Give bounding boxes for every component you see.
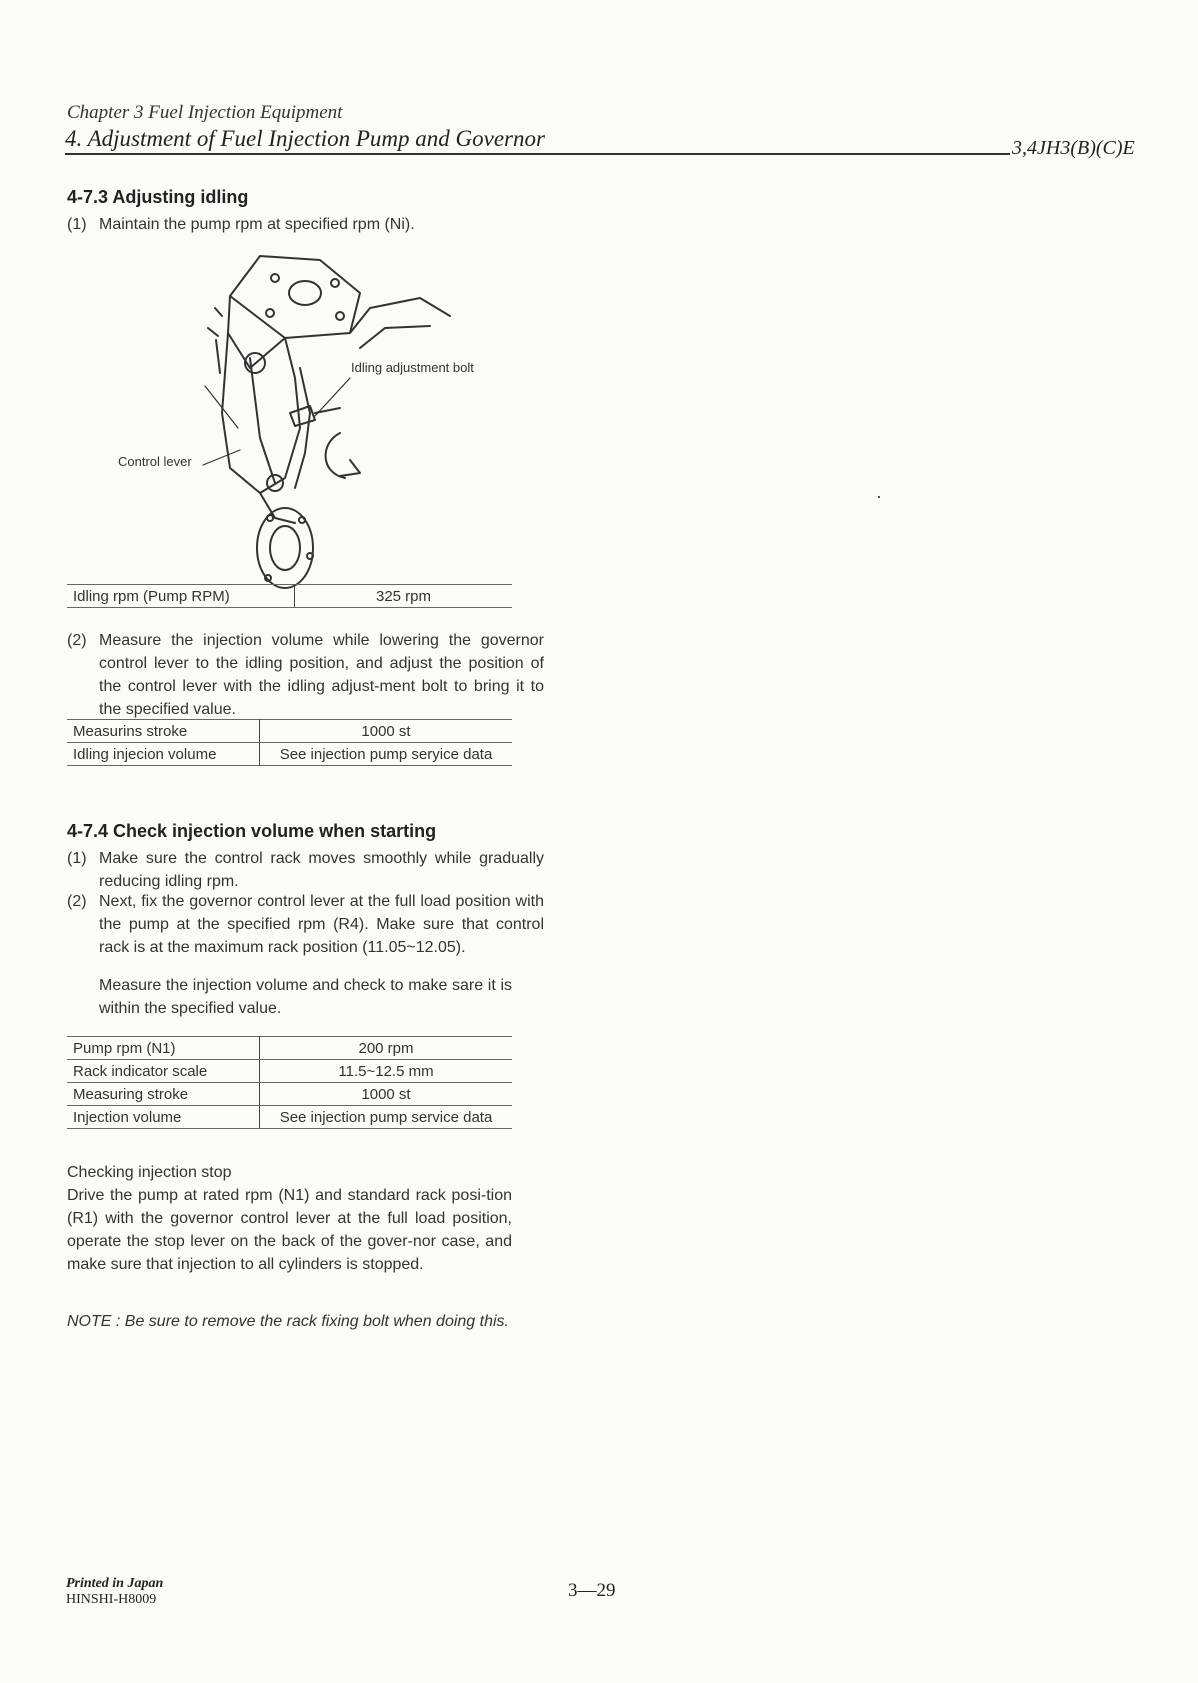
linkage-rod	[360, 326, 430, 348]
table-row	[67, 743, 512, 766]
step-1-control-rack	[67, 847, 544, 893]
flange-hole	[267, 515, 273, 521]
table-cell-value: 11.5~12.5 mm	[260, 1060, 513, 1083]
figure-label-control-lever: Control lever	[118, 454, 192, 469]
table-row	[67, 1083, 512, 1106]
step-number: (2)	[67, 632, 87, 649]
governor-body	[222, 333, 300, 493]
step-2-measure-injection	[67, 629, 544, 721]
rotation-arrow-head	[340, 460, 360, 476]
table-cell-value: 325 rpm	[295, 585, 513, 608]
step-number: (1)	[67, 216, 87, 233]
section-heading-4-7-4: 4-7.4 Check injection volume when starting	[67, 821, 437, 841]
rotation-arrow-arc	[326, 433, 345, 478]
chapter-title: Chapter 3 Fuel Injection Equipment	[67, 102, 343, 123]
speck	[878, 496, 880, 498]
step-text: Maintain the pump rpm at specified rpm (Ni).	[99, 216, 415, 233]
step-2-full-load	[67, 890, 544, 959]
table-cell-value: See injection pump seryice data	[260, 743, 513, 766]
pump-governor-figure	[110, 238, 560, 633]
table-cell-value: 1000 st	[260, 1083, 513, 1106]
starting-injection-table	[67, 1036, 512, 1129]
table-cell-label: Idling rpm (Pump RPM)	[67, 585, 295, 608]
idling-adjustment-bolt-shape	[290, 406, 315, 426]
footer-printed: Printed in Japan	[66, 1576, 164, 1591]
table-cell-label: Idling injecion volume	[67, 743, 260, 766]
header-rule	[65, 153, 1010, 155]
cover-bolt	[331, 279, 339, 287]
stop-check-text: Drive the pump at rated rpm (N1) and standard rack posi-tion (R1) with the governor control lever at the full load position, operate the stop lever on the back of the gover-nor case, and make sure that injection to all cylinders is stopped.	[67, 1187, 512, 1273]
cover-bolt	[271, 274, 279, 282]
flange-hole	[307, 553, 313, 559]
cover-bolt	[266, 309, 274, 317]
cover-bolt	[336, 312, 344, 320]
section-title: 4. Adjustment of Fuel Injection Pump and Governor	[65, 126, 545, 151]
table-cell-value: 1000 st	[260, 720, 513, 743]
page-number: 3—29	[568, 1580, 616, 1601]
table-cell-label: Measuring stroke	[67, 1083, 260, 1106]
table-cell-label: Rack indicator scale	[67, 1060, 260, 1083]
leader-line-top	[205, 386, 238, 428]
step-number: (2)	[67, 893, 87, 910]
idling-injection-table	[67, 719, 512, 766]
model-code: 3,4JH3(B)(C)E	[1012, 137, 1135, 159]
cover-boss	[289, 281, 321, 305]
leader-line-lever	[203, 450, 240, 465]
step-text: Make sure the control rack moves smoothly while gradually reducing idling rpm.	[99, 850, 544, 890]
table-row	[67, 1037, 512, 1060]
governor-housing-top	[230, 256, 360, 338]
footer-code: HINSHI-H8009	[66, 1592, 157, 1607]
table-cell-label: Pump rpm (N1)	[67, 1037, 260, 1060]
stop-check-heading: Checking injection stop	[67, 1164, 232, 1181]
note-text: NOTE : Be sure to remove the rack fixing bolt when doing this.	[67, 1313, 509, 1330]
step-text: Next, fix the governor control lever at the full load position with the pump at the specified rpm (R4). Make sure that control rack is at the maximum rack position (11.05~12.05).	[99, 893, 544, 956]
table-cell-label: Measurins stroke	[67, 720, 260, 743]
step-number: (1)	[67, 850, 87, 867]
table-cell-value: 200 rpm	[260, 1037, 513, 1060]
governor-body-edge	[295, 368, 310, 488]
step-text: Measure the injection volume while lowering the governor control lever to the idling position, and adjust the position of the control lever with the idling adjust-ment bolt to bring it to the specified value.	[99, 632, 544, 718]
table-cell-label: Injection volume	[67, 1106, 260, 1129]
step-2-measure-text: Measure the injection volume and check to make sare it is within the specified value.	[99, 977, 512, 1017]
idling-rpm-table	[67, 584, 512, 608]
figure-label-idling-bolt: Idling adjustment bolt	[351, 360, 474, 375]
left-screw	[208, 308, 222, 373]
table-row	[67, 1106, 512, 1129]
flange-inner	[270, 526, 300, 570]
table-row	[67, 1060, 512, 1083]
flange-hole	[299, 517, 305, 523]
flange-hole	[265, 575, 271, 581]
table-cell-value: See injection pump service data	[260, 1106, 513, 1129]
table-row	[67, 585, 512, 608]
control-lever	[250, 358, 275, 483]
step-1-adjusting-idling	[67, 213, 557, 236]
section-heading-4-7-3: 4-7.3 Adjusting idling	[67, 187, 249, 207]
table-row	[67, 720, 512, 743]
